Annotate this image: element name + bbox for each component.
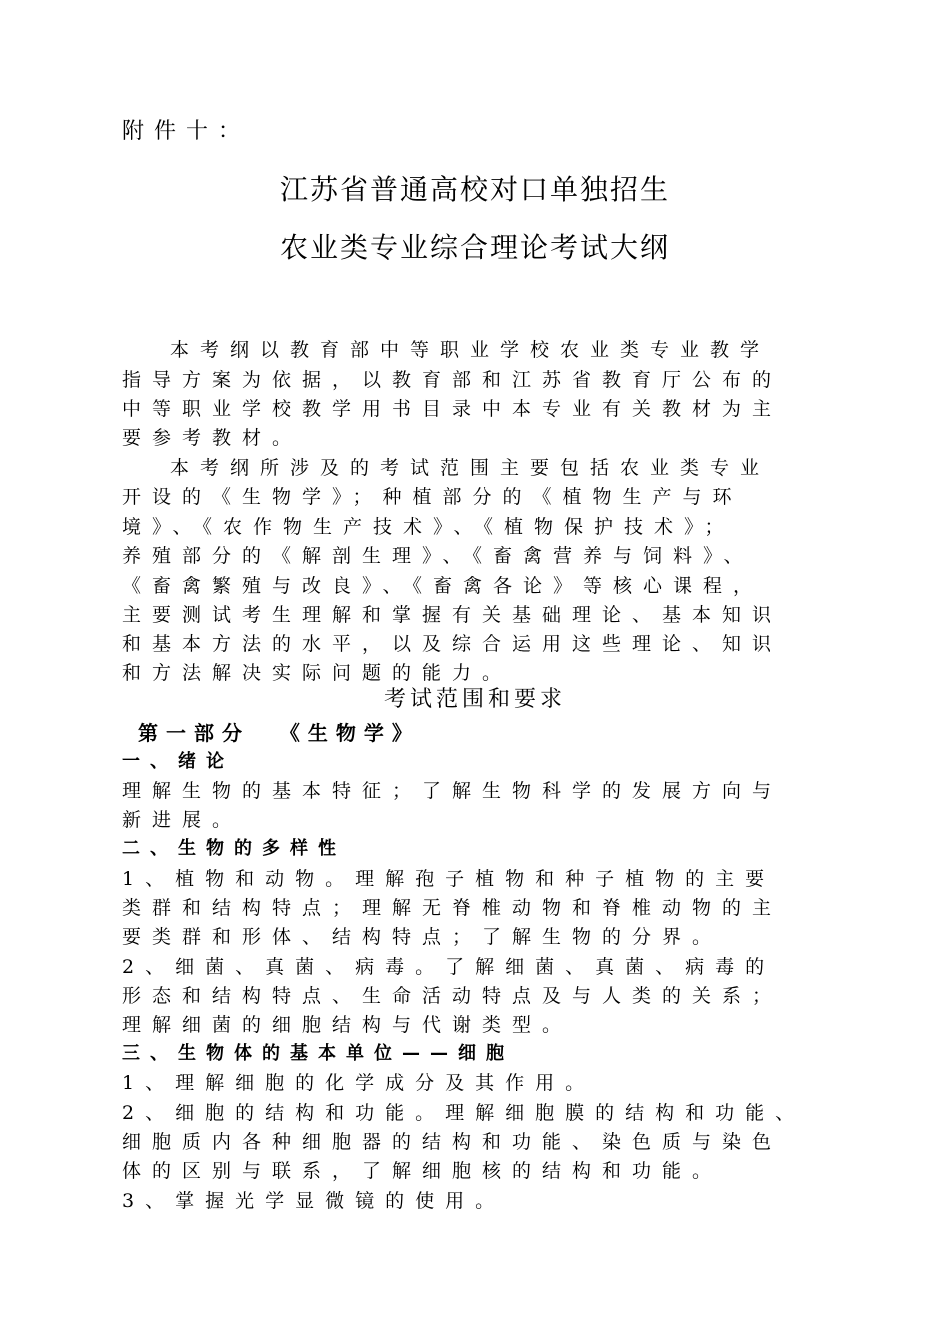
attachment-label: 附件十：	[122, 119, 251, 144]
section-2-line: 要类群和形体、结构特点；了解生物的分界。	[122, 926, 723, 948]
document-title-line-1: 江苏省普通高校对口单独招生	[279, 173, 670, 206]
exam-range-heading: 考试范围和要求	[383, 687, 566, 712]
intro-paragraph-2-line: 主要测试考生理解和掌握有关基础理论、基本知识	[122, 604, 783, 626]
section-3-line: 体的区别与联系，了解细胞核的结构和功能。	[122, 1160, 723, 1182]
section-1-line: 新进展。	[122, 809, 243, 831]
section-2-line: 2、细菌、真菌、病毒。了解细菌、真菌、病毒的	[122, 956, 776, 978]
part-one-heading: 第一部分 《生物学》	[138, 721, 420, 745]
intro-paragraph-1-line: 指导方案为依据，以教育部和江苏省教育厅公布的	[122, 369, 783, 391]
section-2-line: 形态和结构特点、生命活动特点及与人类的关系；	[122, 985, 783, 1007]
intro-paragraph-2-line: 养殖部分的《解剖生理》、《畜禽营养与饲料》、	[122, 545, 754, 567]
section-2-line: 1、植物和动物。理解孢子植物和种子植物的主要	[122, 868, 776, 890]
section-1-line: 理解生物的基本特征；了解生物科学的发展方向与	[122, 780, 783, 802]
document-title-line-2: 农业类专业综合理论考试大纲	[279, 231, 670, 264]
intro-paragraph-2-line: 境》、《农作物生产技术》、《植物保护技术》；	[122, 516, 735, 538]
section-2-line: 理解细菌的细胞结构与代谢类型。	[122, 1014, 573, 1036]
intro-paragraph-2-line: 开设的《生物学》；种植部分的《植物生产与环	[122, 486, 743, 508]
section-heading-diversity: 二、生物的多样性	[122, 838, 346, 859]
section-heading-introduction: 一、绪论	[122, 751, 234, 772]
intro-paragraph-2-line: 和方法解决实际问题的能力。	[122, 662, 513, 684]
intro-paragraph-2-line: 本考纲所涉及的考试范围主要包括农业类专业	[170, 457, 771, 479]
section-2-line: 类群和结构特点；理解无脊椎动物和脊椎动物的主	[122, 897, 783, 919]
intro-paragraph-1-line: 要参考教材。	[122, 427, 303, 449]
section-3-line: 3、掌握光学显微镜的使用。	[122, 1190, 506, 1212]
intro-paragraph-1-line: 本考纲以教育部中等职业学校农业类专业教学	[170, 339, 771, 361]
section-3-line: 2、细胞的结构和功能。理解细胞膜的结构和功能、	[122, 1102, 806, 1124]
intro-paragraph-1-line: 中等职业学校教学用书目录中本专业有关教材为主	[122, 398, 783, 420]
section-3-line: 细胞质内各种细胞器的结构和功能、染色质与染色	[122, 1131, 783, 1153]
section-3-line: 1、理解细胞的化学成分及其作用。	[122, 1072, 596, 1094]
intro-paragraph-2-line: 《畜禽繁殖与改良》、《畜禽各论》等核心课程，	[122, 575, 764, 597]
section-heading-cell: 三、生物体的基本单位——细胞	[122, 1043, 514, 1064]
intro-paragraph-2-line: 和基本方法的水平，以及综合运用这些理论、知识	[122, 633, 783, 655]
